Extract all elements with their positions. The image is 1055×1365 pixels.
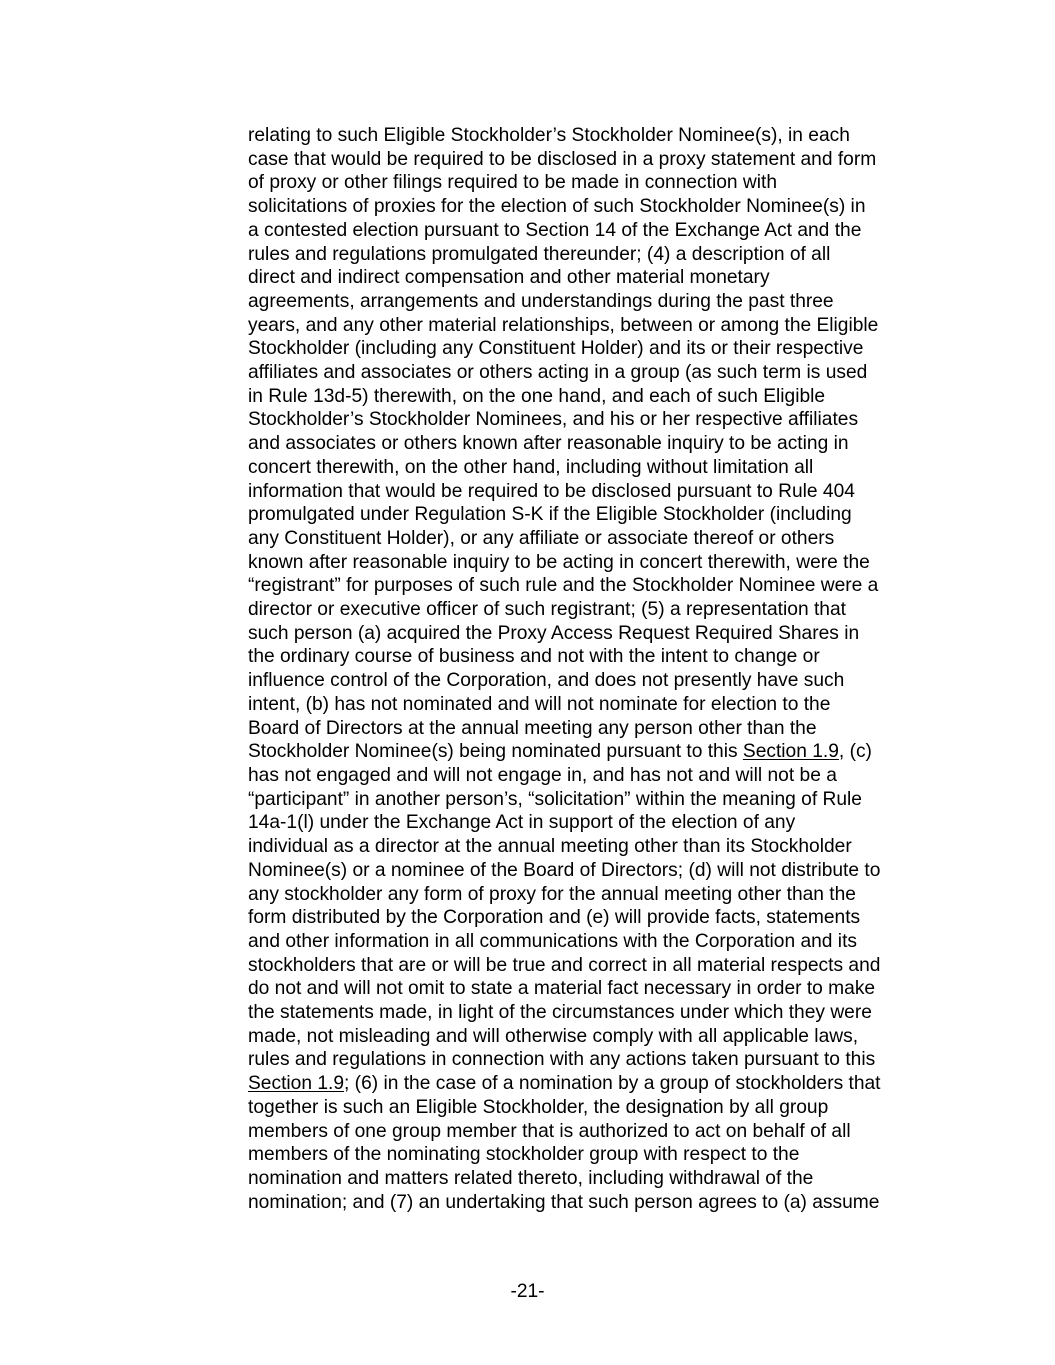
text-line	[248, 598, 948, 622]
text-line	[248, 480, 948, 504]
text-segment: influence control of the Corporation, and does not presently have such	[248, 670, 845, 692]
text-line	[248, 551, 948, 575]
text-segment: solicitations of proxies for the election of such Stockholder Nominee(s) in	[248, 196, 866, 218]
text-segment: and other information in all communications with the Corporation and its	[248, 930, 857, 952]
text-segment: form distributed by the Corporation and (e) will provide facts, statements	[248, 907, 861, 929]
text-segment: in Rule 13d-5) therewith, on the one hand, and each of such Eligible	[248, 385, 826, 407]
text-segment: any Constituent Holder), or any affiliate or associate thereof or others	[248, 527, 835, 549]
text-segment: intent, (b) has not nominated and will not nominate for election to the	[248, 693, 831, 715]
text-segment: Stockholder Nominee(s) being nominated pursuant to this	[248, 741, 743, 763]
text-segment: any stockholder any form of proxy for the annual meeting other than the	[248, 883, 856, 905]
text-line	[248, 456, 948, 480]
text-line	[248, 266, 948, 290]
text-segment: relating to such Eligible Stockholder’s Stockholder Nominee(s), in each	[248, 125, 850, 146]
text-line	[248, 764, 948, 788]
text-line	[248, 954, 948, 978]
text-segment: has not engaged and will not engage in, and has not and will not be a	[248, 764, 837, 786]
text-segment: rules and regulations in connection with any actions taken pursuant to this	[248, 1049, 876, 1071]
text-segment: affiliates and associates or others acting in a group (as such term is used	[248, 362, 868, 384]
text-line	[248, 148, 948, 172]
text-segment: direct and indirect compensation and other material monetary	[248, 267, 770, 289]
text-segment: of proxy or other filings required to be made in connection with	[248, 172, 778, 194]
page-number: -21-	[510, 1281, 545, 1302]
text-line	[248, 883, 948, 907]
text-segment: ; (6) in the case of a nomination by a group of stockholders that	[344, 1073, 881, 1095]
text-line	[248, 1025, 948, 1049]
text-line	[248, 408, 948, 432]
text-line	[248, 1001, 948, 1025]
text-segment: information that would be required to be disclosed pursuant to Rule 404	[248, 480, 855, 502]
text-segment: Stockholder’s Stockholder Nominees, and his or her respective affiliates	[248, 409, 859, 431]
text-segment: , (c)	[838, 741, 872, 763]
text-segment: a contested election pursuant to Section 14 of the Exchange Act and the	[248, 219, 862, 241]
text-line	[248, 788, 948, 812]
text-segment: nomination and matters related thereto, including withdrawal of the	[248, 1167, 814, 1189]
text-segment: Nominee(s) or a nominee of the Board of Directors; (d) will not distribute to	[248, 859, 881, 881]
text-segment: the ordinary course of business and not with the intent to change or	[248, 646, 820, 668]
text-line	[248, 1120, 948, 1144]
text-line	[248, 977, 948, 1001]
section-cross-reference-link[interactable]: Section 1.9	[248, 1073, 345, 1095]
text-segment: “registrant” for purposes of such rule and the Stockholder Nominee were a	[248, 575, 879, 597]
text-segment: promulgated under Regulation S-K if the Eligible Stockholder (including	[248, 504, 852, 526]
text-segment: members of one group member that is authorized to act on behalf of all	[248, 1120, 851, 1142]
text-segment: do not and will not omit to state a material fact necessary in order to make	[248, 978, 876, 1000]
text-line	[248, 1143, 948, 1167]
text-segment: individual as a director at the annual meeting other than its Stockholder	[248, 836, 852, 858]
text-segment: rules and regulations promulgated thereunder; (4) a description of all	[248, 243, 831, 265]
text-line	[248, 527, 948, 551]
text-line	[248, 337, 948, 361]
text-line	[248, 1167, 948, 1191]
text-segment: Board of Directors at the annual meeting any person other than the	[248, 717, 817, 739]
text-segment: the statements made, in light of the circumstances under which they were	[248, 1002, 872, 1024]
text-line	[248, 859, 948, 883]
text-line	[248, 669, 948, 693]
text-segment: “participant” in another person’s, “solicitation” within the meaning of Rule	[248, 788, 862, 810]
text-line	[248, 645, 948, 669]
text-line	[248, 740, 948, 764]
text-line	[248, 432, 948, 456]
text-line	[248, 1072, 948, 1096]
text-line	[248, 1191, 948, 1215]
text-line	[248, 361, 948, 385]
text-segment: agreements, arrangements and understandings during the past three	[248, 290, 834, 312]
text-line	[248, 243, 948, 267]
text-line	[248, 171, 948, 195]
text-line	[248, 1048, 948, 1072]
body-paragraph	[248, 124, 948, 1214]
text-line	[248, 503, 948, 527]
text-segment: such person (a) acquired the Proxy Access Request Required Shares in	[248, 622, 860, 644]
text-segment: Stockholder (including any Constituent Holder) and its or their respective	[248, 338, 864, 360]
text-segment: years, and any other material relationships, between or among the Eligible	[248, 314, 879, 336]
text-line	[248, 574, 948, 598]
text-line	[248, 195, 948, 219]
text-segment: nomination; and (7) an undertaking that such person agrees to (a) assume	[248, 1191, 880, 1213]
text-segment: and associates or others known after reasonable inquiry to be acting in	[248, 433, 849, 455]
text-segment: director or executive officer of such registrant; (5) a representation that	[248, 599, 846, 621]
text-line	[248, 717, 948, 741]
text-line	[248, 314, 948, 338]
text-segment: known after reasonable inquiry to be acting in concert therewith, were the	[248, 551, 870, 573]
text-segment: made, not misleading and will otherwise comply with all applicable laws,	[248, 1025, 859, 1047]
text-line	[248, 835, 948, 859]
section-cross-reference-link[interactable]: Section 1.9	[742, 741, 839, 763]
text-line	[248, 124, 948, 148]
text-segment: concert therewith, on the other hand, including without limitation all	[248, 456, 814, 478]
text-line	[248, 622, 948, 646]
text-segment: case that would be required to be disclosed in a proxy statement and form	[248, 148, 877, 170]
text-line	[248, 1096, 948, 1120]
text-line	[248, 290, 948, 314]
text-segment: stockholders that are or will be true and correct in all material respects and	[248, 954, 881, 976]
text-segment: together is such an Eligible Stockholder, the designation by all group	[248, 1096, 829, 1118]
text-line	[248, 811, 948, 835]
text-line	[248, 930, 948, 954]
text-line	[248, 219, 948, 243]
text-segment: 14a-1(l) under the Exchange Act in support of the election of any	[248, 812, 796, 834]
text-segment: members of the nominating stockholder group with respect to the	[248, 1144, 800, 1166]
text-line	[248, 385, 948, 409]
text-line	[248, 693, 948, 717]
text-line	[248, 906, 948, 930]
